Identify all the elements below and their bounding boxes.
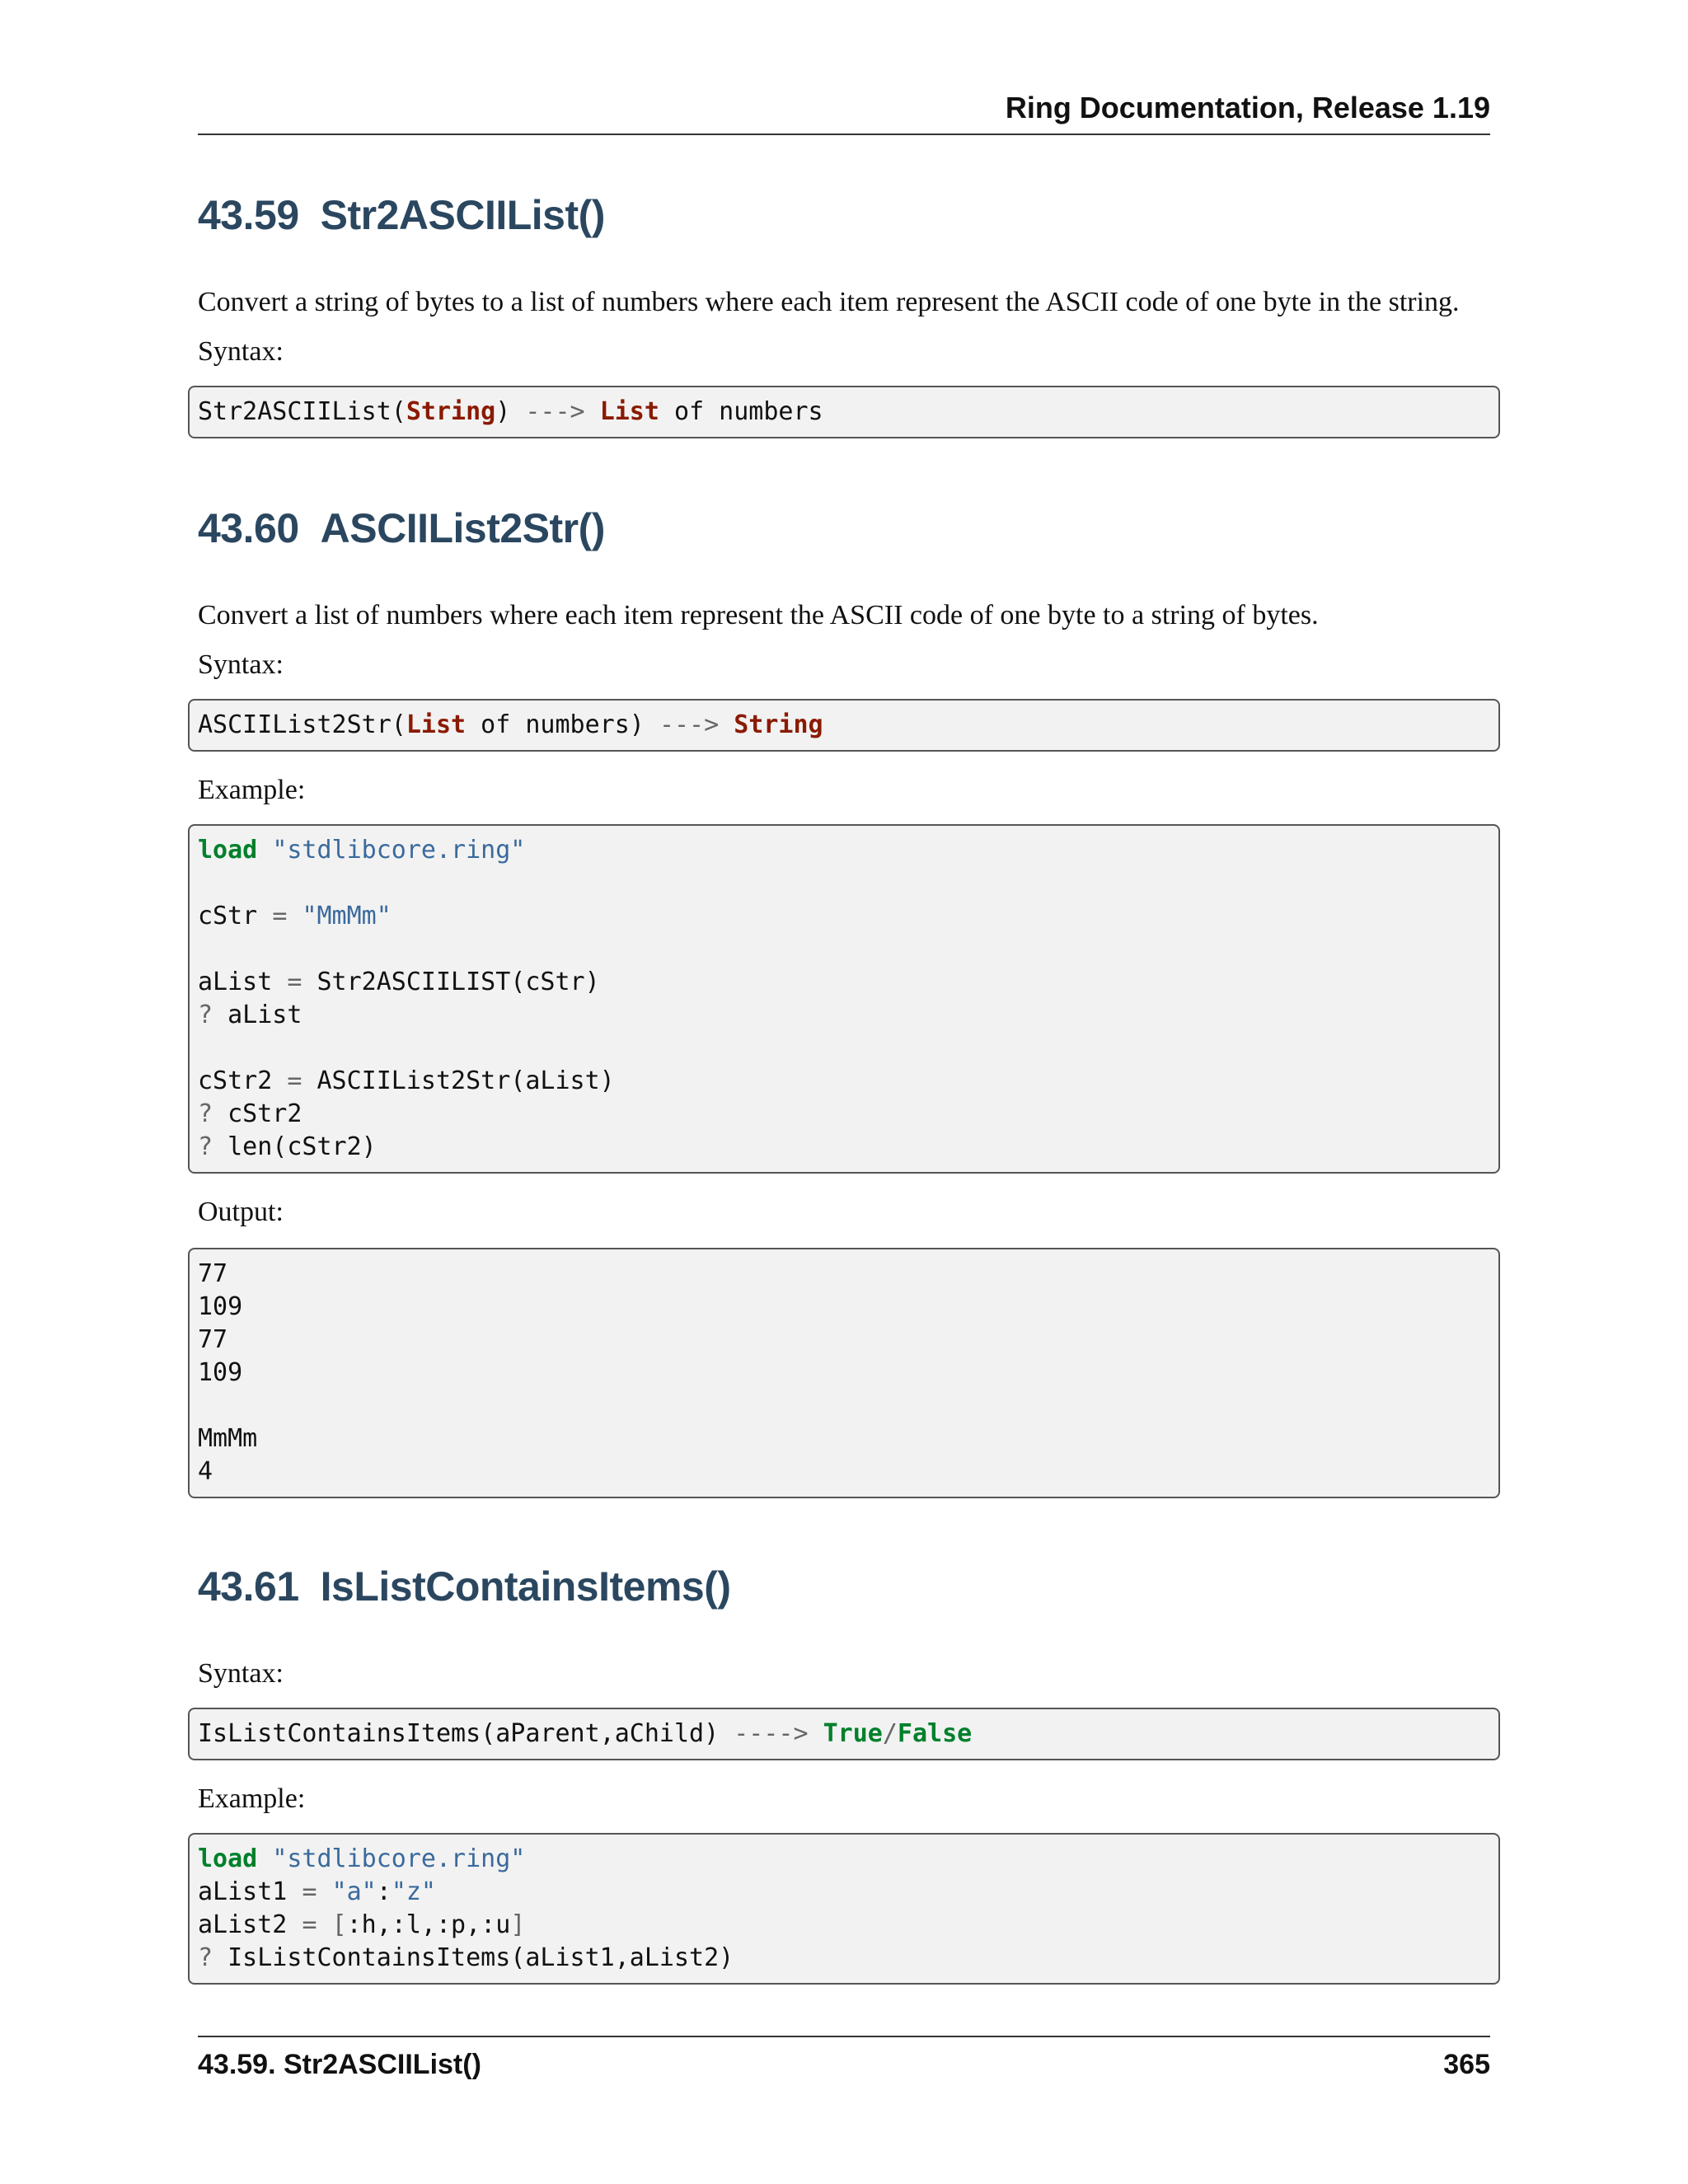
- section-title: IsListContainsItems(): [320, 1563, 731, 1610]
- example-label: Example:: [198, 775, 306, 805]
- syntax-label: Syntax:: [198, 336, 284, 367]
- syntax-code-block: IsListContainsItems(aParent,aChild) ----> True/False: [188, 1708, 1500, 1760]
- section-description: Convert a string of bytes to a list of numbers where each item represent the ASCII code of one byte in the string.: [198, 287, 1460, 317]
- syntax-code-block: ASCIIList2Str(List of numbers) ---> String: [188, 699, 1500, 752]
- section-title: ASCIIList2Str(): [320, 505, 605, 551]
- section-title: Str2ASCIIList(): [320, 192, 605, 238]
- output-block: 77 109 77 109 MmMm 4: [188, 1248, 1500, 1498]
- header-title: Ring Documentation, Release 1.19: [1005, 91, 1490, 124]
- section-number: 43.59: [198, 192, 299, 238]
- output-label: Output:: [198, 1197, 284, 1227]
- page-header: [198, 91, 1490, 135]
- section-description: Convert a list of numbers where each item represent the ASCII code of one byte to a string of bytes.: [198, 600, 1319, 630]
- syntax-label: Syntax:: [198, 649, 284, 680]
- page-number: 365: [1443, 2049, 1490, 2080]
- footer-section: 43.59. Str2ASCIIList(): [198, 2049, 481, 2080]
- syntax-label: Syntax:: [198, 1658, 284, 1689]
- example-code-block: load "stdlibcore.ring" cStr = "MmMm" aList = Str2ASCIILIST(cStr) ? aList cStr2 = ASCIIList2Str(aList) ? cStr2 ? len(cStr2): [188, 824, 1500, 1174]
- section-heading-43-61: [198, 1563, 731, 1610]
- section-heading-43-60: [198, 504, 605, 552]
- page-footer: [198, 2036, 1490, 2081]
- example-code-block: load "stdlibcore.ring" aList1 = "a":"z" aList2 = [:h,:l,:p,:u] ? IsListContainsItems(aList1,aList2): [188, 1833, 1500, 1985]
- example-label: Example:: [198, 1783, 306, 1814]
- section-heading-43-59: [198, 191, 605, 239]
- syntax-code-block: Str2ASCIIList(String) ---> List of numbers: [188, 386, 1500, 438]
- section-number: 43.60: [198, 505, 299, 551]
- section-number: 43.61: [198, 1563, 299, 1610]
